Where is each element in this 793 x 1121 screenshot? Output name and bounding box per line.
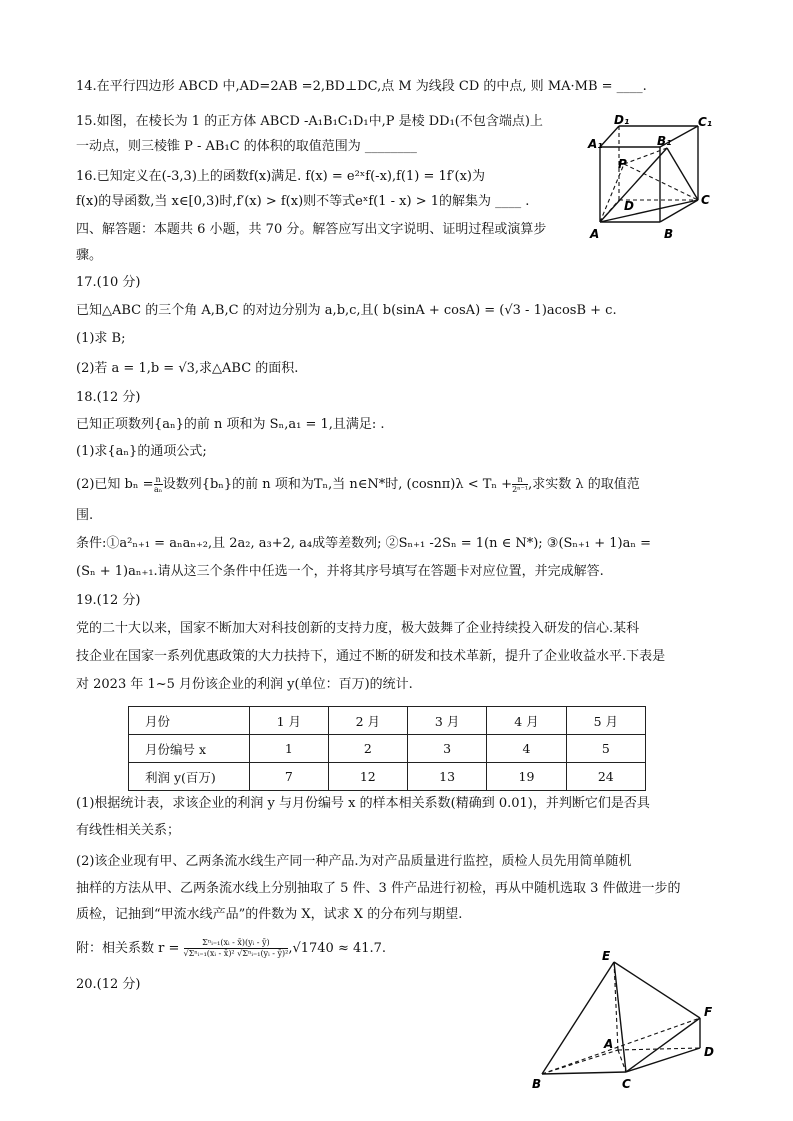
table-cell: 7	[250, 763, 329, 791]
question-17-stem: 已知△ABC 的三个角 A,B,C 的对边分别为 a,b,c,且( b(sinA + cosA) = (√3 - 1)acosB + c.	[76, 303, 617, 318]
q18-part2-text-c: ,求实数 λ 的取值范	[528, 477, 640, 492]
question-19-part1-line2: 有线性相关关系；	[76, 823, 181, 838]
question-19-part1-line1: (1)根据统计表，求该企业的利润 y 与月份编号 x 的样本相关系数(精确到 0.01)，并判断它们是否具	[76, 796, 650, 811]
section-4-heading-line1: 四、解答题：本题共 6 小题，共 70 分。解答应写出文字说明、证明过程或演算步	[76, 222, 547, 237]
question-19-stem-line3: 对 2023 年 1~5 月份该企业的利润 y(单位：百万)的统计.	[76, 677, 413, 692]
table-header-x: 月份编号 x	[129, 735, 250, 763]
question-15-line1: 15.如图，在棱长为 1 的正方体 ABCD -A₁B₁C₁D₁中,P 是棱 DD₁(不包含端点)上	[76, 114, 543, 129]
label-b: B	[532, 1077, 542, 1091]
table-cell: 19	[487, 763, 566, 791]
question-19-stem-line1: 党的二十大以来，国家不断加大对科技创新的支持力度，极大鼓舞了企业持续投入研发的信心.某科	[76, 621, 640, 636]
question-18-conditions-line1: 条件:①a²ₙ₊₁ = aₙaₙ₊₂,且 2a₂, a₃+2, a₄成等差数列; ②Sₙ₊₁ -2Sₙ = 1(n ∈ N*); ③(Sₙ₊₁ + 1)aₙ =	[76, 536, 652, 551]
label-b: B	[664, 227, 674, 241]
table-cell: 4	[487, 735, 566, 763]
question-19-stem-line2: 技企业在国家一系列优惠政策的大力扶持下，通过不断的研发和技术革新，提升了企业收益水平.下表是	[76, 649, 666, 664]
correlation-fraction	[184, 938, 289, 959]
question-18-stem: 已知正项数列{aₙ}的前 n 项和为 Sₙ,a₁ = 1,且满足: .	[76, 417, 385, 432]
t-n-fraction	[512, 475, 528, 494]
table-cell: 4 月	[487, 707, 566, 735]
label-a: A	[590, 227, 600, 241]
table-header-month: 月份	[129, 707, 250, 735]
question-19-part2-line1: (2)该企业现有甲、乙两条流水线生产同一种产品.为对产品质量进行监控，质检人员先用简单随机	[76, 854, 632, 869]
b-n-fraction	[154, 475, 163, 494]
table-cell: 13	[407, 763, 486, 791]
question-18-header: 18.(12 分)	[76, 390, 141, 405]
correlation-numerator: Σⁿᵢ₌₁(xᵢ - x̄)(yᵢ - ȳ)	[184, 938, 289, 949]
section-4-heading-line2: 骤。	[76, 248, 103, 263]
question-14: 14.在平行四边形 ABCD 中,AD=2AB =2,BD⊥DC,点 M 为线段 CD 的中点, 则 MA·MB = ____.	[76, 79, 647, 94]
appendix-tail: ,√1740 ≈ 41.7.	[288, 941, 387, 956]
table-cell: 24	[566, 763, 645, 791]
table-cell: 1 月	[250, 707, 329, 735]
label-c1: C₁	[698, 115, 713, 129]
pyramid-diagram	[528, 948, 728, 1096]
table-cell: 2 月	[328, 707, 407, 735]
label-p: P	[618, 157, 627, 171]
question-17-part1: (1)求 B;	[76, 331, 126, 346]
question-18-part2-line1	[76, 475, 640, 494]
question-17-part2: (2)若 a = 1,b = √3,求△ABC 的面积.	[76, 361, 299, 376]
q18-part2-text-a: (2)已知 bₙ =	[76, 477, 154, 492]
question-19-part2-line3: 质检，记抽到“甲流水线产品”的件数为 X，试求 X 的分布列与期望.	[76, 907, 463, 922]
correlation-denominator: √Σⁿᵢ₌₁(xᵢ - x̄)² √Σⁿᵢ₌₁(yᵢ - ȳ)²	[183, 949, 289, 958]
table-cell: 5 月	[566, 707, 645, 735]
question-17-header: 17.(10 分)	[76, 275, 141, 290]
question-18-part2-line2: 围.	[76, 508, 94, 523]
question-18-conditions-line2: (Sₙ + 1)aₙ₊₁.请从这三个条件中任选一个，并将其序号填写在答题卡对应位置，并完成解答.	[76, 564, 604, 579]
label-b1: B₁	[657, 134, 672, 148]
table-header-y: 利润 y(百万)	[129, 763, 250, 791]
label-d1: D₁	[614, 113, 630, 127]
table-cell: 1	[250, 735, 329, 763]
table-cell: 2	[328, 735, 407, 763]
label-d: D	[624, 199, 634, 213]
question-19-part2-line2: 抽样的方法从甲、乙两条流水线上分别抽取了 5 件、3 件产品进行初检，再从中随机选取 3 件做进一步的	[76, 881, 681, 896]
table-cell: 5	[566, 735, 645, 763]
question-15-line2: 一动点，则三棱锥 P - AB₁C 的体积的取值范围为 ________	[76, 139, 417, 154]
table-cell: 3 月	[407, 707, 486, 735]
table-row	[129, 707, 646, 735]
q18-part2-text-b: 设数列{bₙ}的前 n 项和为Tₙ,当 n∈N*时, (cosnπ)λ < Tₙ +	[162, 477, 513, 492]
table-cell: 3	[407, 735, 486, 763]
appendix-formula	[76, 938, 386, 959]
appendix-label: 附：相关系数 r =	[76, 941, 180, 956]
cube-diagram	[584, 112, 734, 242]
table-row	[129, 735, 646, 763]
label-e: E	[602, 949, 611, 963]
table-cell: 12	[328, 763, 407, 791]
b-n-fraction-num: n	[155, 475, 161, 484]
label-c: C	[701, 193, 710, 207]
label-c: C	[622, 1077, 631, 1091]
label-a1: A₁	[588, 137, 603, 151]
table-row	[129, 763, 646, 791]
question-20-header: 20.(12 分)	[76, 977, 141, 992]
question-16-line1: 16.已知定义在(-3,3)上的函数f(x)满足. f(x) = e²ˣf(-x),f(1) = 1f′(x)为	[76, 169, 485, 184]
b-n-fraction-den: aₙ	[153, 485, 163, 494]
question-18-part1: (1)求{aₙ}的通项公式;	[76, 444, 207, 459]
question-19-header: 19.(12 分)	[76, 593, 141, 608]
label-d: D	[704, 1045, 714, 1059]
t-n-fraction-num: n	[512, 475, 528, 485]
t-n-fraction-den: 2ⁿ⁻¹	[512, 485, 529, 494]
label-a: A	[604, 1037, 614, 1051]
label-f: F	[704, 1005, 713, 1019]
profit-table	[128, 706, 646, 791]
question-16-line2: f(x)的导函数,当 x∈[0,3)时,f′(x) > f(x)则不等式eˣf(1 - x) > 1的解集为 ____ .	[76, 194, 530, 209]
